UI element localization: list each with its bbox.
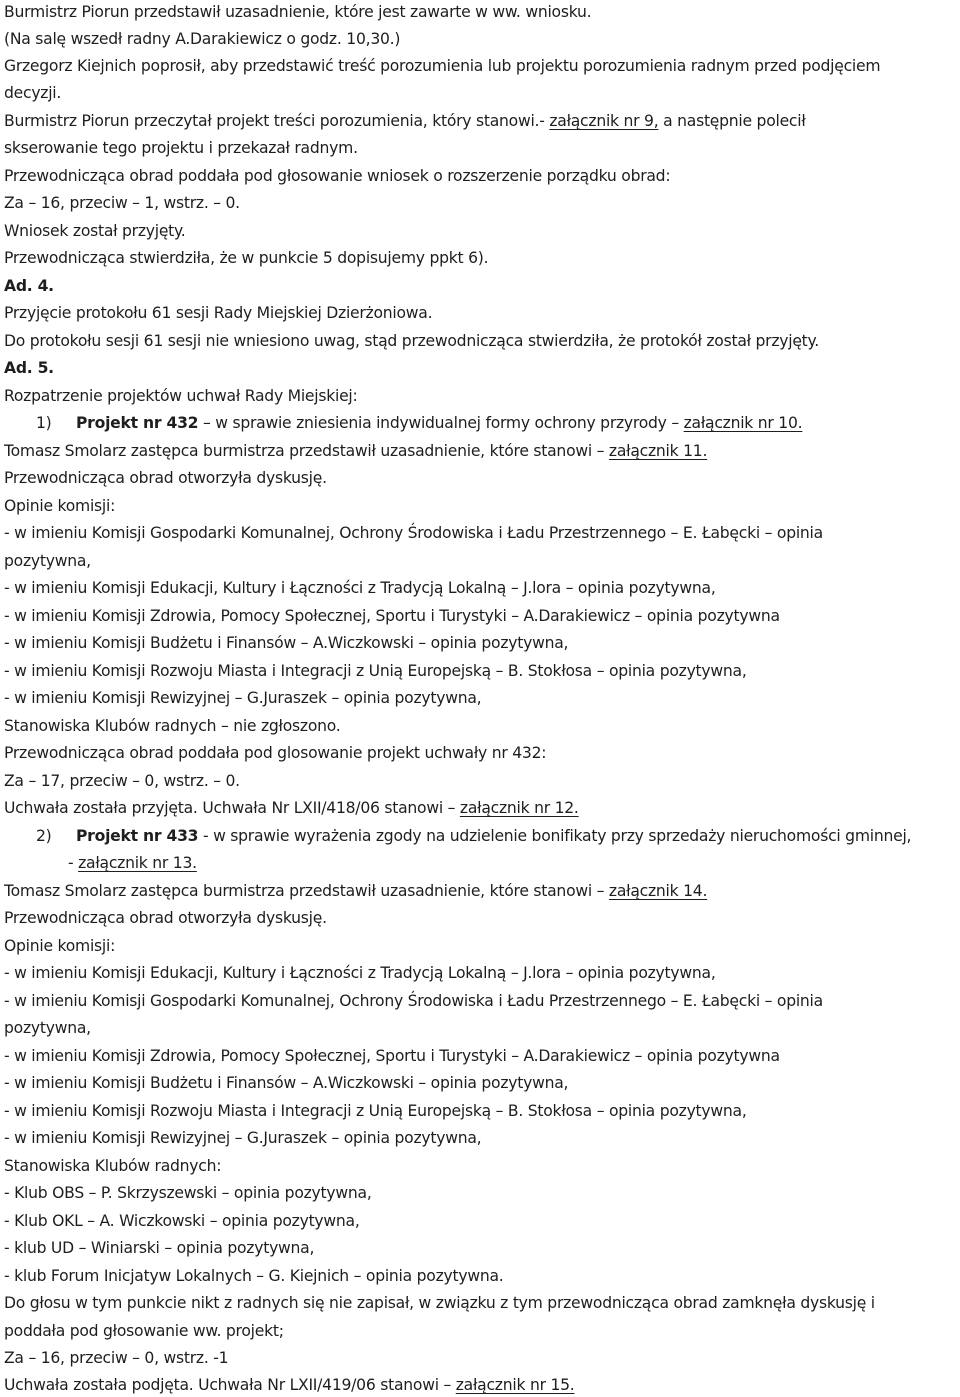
text-line: pozytywna, <box>4 552 91 570</box>
attachment-link[interactable]: załącznik nr 15. <box>455 1376 575 1394</box>
text-line: Za – 16, przeciw – 0, wstrz. -1 <box>4 1349 229 1367</box>
text-line: Stanowiska Klubów radnych: <box>4 1157 222 1175</box>
text-line: poddała pod głosowanie ww. projekt; <box>4 1322 284 1340</box>
text-line: - w imieniu Komisji Budżetu i Finansów – A.Wiczkowski – opinia pozytywna, <box>4 1074 569 1092</box>
text-span: – w sprawie zniesienia indywidualnej formy ochrony przyrody – <box>198 414 684 432</box>
attachment-link[interactable]: załącznik nr 9, <box>549 112 659 130</box>
text-line: Przewodnicząca obrad poddała pod glosowanie projekt uchwały nr 432: <box>4 744 547 762</box>
text-line: Opinie komisji: <box>4 497 116 515</box>
text-line: Burmistrz Piorun przedstawił uzasadnienie, które jest zawarte w ww. wniosku. <box>4 3 592 21</box>
text-line: - w imieniu Komisji Edukacji, Kultury i Łączności z Tradycją Lokalną – J.lora – opinia pozytywna, <box>4 964 716 982</box>
attachment-link[interactable]: załącznik nr 13. <box>78 854 197 872</box>
text-span: Uchwała została podjęta. Uchwała Nr LXII/419/06 stanowi – <box>4 1376 456 1394</box>
text-line: skserowanie tego projektu i przekazał radnym. <box>4 139 358 157</box>
text-span: - <box>68 854 79 872</box>
text-line: - w imieniu Komisji Rewizyjnej – G.Juraszek – opinia pozytywna, <box>4 1129 482 1147</box>
list-number: 1) <box>36 414 52 432</box>
text-line: Przyjęcie protokołu 61 sesji Rady Miejskiej Dzierżoniowa. <box>4 304 433 322</box>
text-span: - w sprawie wyrażenia zgody na udzielenie bonifikaty przy sprzedaży nieruchomości gminnej, <box>198 827 912 845</box>
text-span: a następnie polecił <box>658 112 806 130</box>
text-line: Wniosek został przyjęty. <box>4 222 186 240</box>
list-item-continuation <box>68 851 197 875</box>
text-line: Do protokołu sesji 61 sesji nie wniesiono uwag, stąd przewodnicząca stwierdziła, że protokół został przyjęty. <box>4 332 819 350</box>
text-line: - w imieniu Komisji Rozwoju Miasta i Integracji z Unią Europejską – B. Stokłosa – opinia pozytywna, <box>4 1102 747 1120</box>
text-line: - Klub OKL – A. Wiczkowski – opinia pozytywna, <box>4 1212 360 1230</box>
text-line: Przewodnicząca obrad otworzyła dyskusję. <box>4 909 327 927</box>
text-line: Przewodnicząca obrad poddała pod głosowanie wniosek o rozszerzenie porządku obrad: <box>4 167 671 185</box>
text-line: pozytywna, <box>4 1019 91 1037</box>
text-line: Za – 16, przeciw – 1, wstrz. – 0. <box>4 194 240 212</box>
text-line: Stanowiska Klubów radnych – nie zgłoszono. <box>4 717 341 735</box>
section-heading-text: Ad. 5. <box>4 359 54 377</box>
text-line: Opinie komisji: <box>4 937 116 955</box>
project-title: Projekt nr 433 <box>76 827 199 845</box>
text-line: - w imieniu Komisji Budżetu i Finansów – A.Wiczkowski – opinia pozytywna, <box>4 634 569 652</box>
section-heading-text: Ad. 4. <box>4 277 54 295</box>
text-span: Uchwała została przyjęta. Uchwała Nr LXII/418/06 stanowi – <box>4 799 460 817</box>
text-line: - Klub OBS – P. Skrzyszewski – opinia pozytywna, <box>4 1184 372 1202</box>
text-line: Przewodnicząca obrad otworzyła dyskusję. <box>4 469 327 487</box>
text-line: - klub UD – Winiarski – opinia pozytywna, <box>4 1239 315 1257</box>
text-line <box>4 439 707 463</box>
text-line: - w imieniu Komisji Rozwoju Miasta i Integracji z Unią Europejską – B. Stokłosa – opinia pozytywna, <box>4 662 747 680</box>
text-line: Za – 17, przeciw – 0, wstrz. – 0. <box>4 772 240 790</box>
text-line: Grzegorz Kiejnich poprosił, aby przedstawić treść porozumienia lub projektu porozumienia radnym przed podjęciem <box>4 57 881 75</box>
text-line: - klub Forum Inicjatyw Lokalnych – G. Kiejnich – opinia pozytywna. <box>4 1267 504 1285</box>
text-line: - w imieniu Komisji Edukacji, Kultury i Łączności z Tradycją Lokalną – J.lora – opinia pozytywna, <box>4 579 716 597</box>
attachment-link[interactable]: załącznik 11. <box>608 442 708 460</box>
text-line <box>4 1373 575 1397</box>
text-line: (Na salę wszedł radny A.Darakiewicz o godz. 10,30.) <box>4 30 401 48</box>
text-line: Do głosu w tym punkcie nikt z radnych się nie zapisał, w związku z tym przewodnicząca obrad zamknęła dyskusję i <box>4 1294 875 1312</box>
text-span: Tomasz Smolarz zastępca burmistrza przedstawił uzasadnienie, które stanowi – <box>4 882 609 900</box>
project-title: Projekt nr 432 <box>76 414 199 432</box>
section-heading <box>4 356 54 380</box>
text-line: Przewodnicząca stwierdziła, że w punkcie 5 dopisujemy ppkt 6). <box>4 249 489 267</box>
attachment-link[interactable]: załącznik nr 10. <box>683 414 803 432</box>
text-line: - w imieniu Komisji Rewizyjnej – G.Juraszek – opinia pozytywna, <box>4 689 482 707</box>
attachment-link[interactable]: załącznik 14. <box>608 882 708 900</box>
attachment-link[interactable]: załącznik nr 12. <box>459 799 579 817</box>
text-line <box>4 879 707 903</box>
text-line: - w imieniu Komisji Gospodarki Komunalnej, Ochrony Środowiska i Ładu Przestrzennego – E. Łabęcki – opinia <box>4 992 823 1010</box>
list-item <box>36 824 911 848</box>
text-line: Rozpatrzenie projektów uchwał Rady Miejskiej: <box>4 387 358 405</box>
text-span: Burmistrz Piorun przeczytał projekt treści porozumienia, który stanowi.- <box>4 112 550 130</box>
text-span: Tomasz Smolarz zastępca burmistrza przedstawił uzasadnienie, które stanowi – <box>4 442 609 460</box>
text-line <box>4 796 579 820</box>
list-number: 2) <box>36 827 52 845</box>
list-item <box>36 411 802 435</box>
section-heading <box>4 274 54 298</box>
text-line: decyzji. <box>4 84 62 102</box>
text-line: - w imieniu Komisji Zdrowia, Pomocy Społecznej, Sportu i Turystyki – A.Darakiewicz – opinia pozytywna <box>4 607 780 625</box>
text-line <box>4 109 806 133</box>
text-line: - w imieniu Komisji Zdrowia, Pomocy Społecznej, Sportu i Turystyki – A.Darakiewicz – opinia pozytywna <box>4 1047 780 1065</box>
text-line: - w imieniu Komisji Gospodarki Komunalnej, Ochrony Środowiska i Ładu Przestrzennego – E. Łabęcki – opinia <box>4 524 823 542</box>
